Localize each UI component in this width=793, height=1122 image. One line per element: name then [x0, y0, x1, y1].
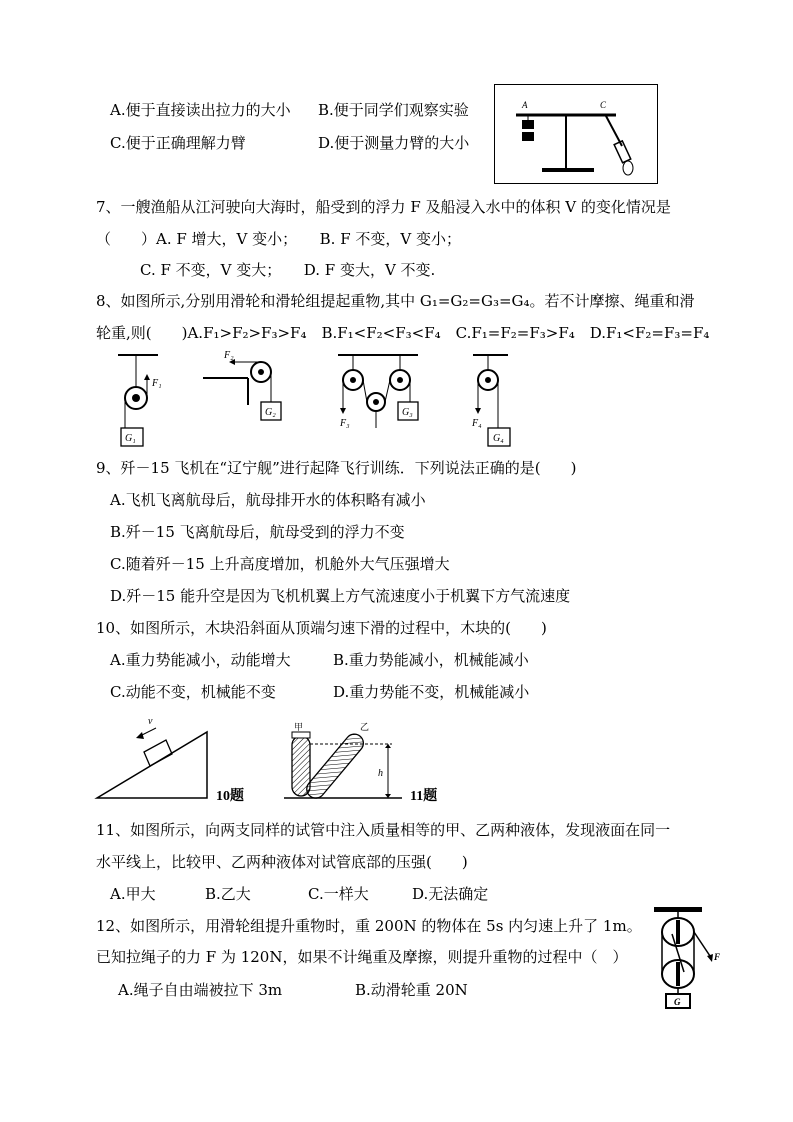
- q9-stem: 9、歼－15 飞机在“辽宁舰”进行起降飞行训练．下列说法正确的是( ): [96, 459, 577, 477]
- q12-stem2: 已知拉绳子的力 F 为 120N，如果不计绳重及摩擦，则提升重物的过程中（ ）: [96, 948, 628, 966]
- q11-option-c: C.一样大: [308, 885, 369, 903]
- label-f4: F₄: [472, 418, 482, 429]
- q7-line2: （ ）A. F 增大，V 变小； B. F 不变，V 变小；: [96, 230, 461, 248]
- caption-q10: 10题: [216, 789, 244, 804]
- caption-q11: 11题: [410, 789, 438, 804]
- pulley-fig-1: [118, 355, 162, 446]
- height-label: h: [378, 768, 383, 779]
- q11-stem1: 11、如图所示，向两支同样的试管中注入质量相等的甲、乙两种液体，发现液面在同一: [96, 821, 671, 839]
- q9-option-d: D.歼－15 能升空是因为飞机机翼上方气流速度小于机翼下方气流速度: [110, 587, 571, 605]
- incline-figure: [97, 716, 244, 804]
- label-g2: G₂: [265, 407, 276, 418]
- q10-stem: 10、如图所示，木块沿斜面从顶端匀速下滑的过程中，木块的( ): [96, 619, 547, 637]
- label-g1: G₁: [125, 433, 136, 444]
- lever-label-a: A: [522, 100, 528, 110]
- label-f2: F₂: [224, 350, 234, 361]
- lever-label-c: C: [600, 100, 607, 110]
- q9-option-b: B.歼－15 飞离航母后，航母受到的浮力不变: [110, 523, 405, 541]
- tubes-figure: [284, 722, 437, 804]
- q10-option-b: B.重力势能减小，机械能减小: [333, 651, 529, 669]
- q7-stem: 7、一艘渔船从江河驶向大海时，船受到的浮力 F 及船浸入水中的体积 V 的变化情况是: [96, 198, 671, 216]
- q9-option-a: A.飞机飞离航母后，航母排开水的体积略有减小: [110, 491, 426, 509]
- q11-option-b: B.乙大: [205, 885, 251, 903]
- tube-jia-label: 甲: [294, 722, 304, 732]
- pulley-fig-4: [471, 355, 510, 446]
- q8-stem1: 8、如图所示,分别用滑轮和滑轮组提起重物,其中 G₁=G₂=G₃=G₄。若不计摩擦、绳重和滑: [96, 292, 695, 310]
- pulley-fig-2: [203, 350, 281, 420]
- q6-option-b: B.便于同学们观察实验: [318, 101, 469, 119]
- lever-figure: [494, 84, 658, 184]
- label-g3: G₃: [402, 407, 413, 418]
- tube-yi-label: 乙: [360, 722, 370, 732]
- label-f3: F₃: [340, 418, 350, 429]
- q11-stem2: 水平线上，比较甲、乙两种液体对试管底部的压强( ): [96, 853, 468, 871]
- label-f1: F₁: [152, 378, 162, 389]
- q10-option-d: D.重力势能不变，机械能减小: [333, 683, 530, 701]
- q6-option-d: D.便于测量力臂的大小: [318, 134, 470, 152]
- q12-option-b: B.动滑轮重 20N: [355, 981, 468, 999]
- pulley-block-figure: [648, 904, 726, 1014]
- force-label: F: [714, 952, 721, 962]
- incline-tubes-figure: [92, 712, 452, 808]
- label-g4: G₄: [493, 433, 504, 444]
- q9-option-c: C.随着歼－15 上升高度增加，机舱外大气压强增大: [110, 555, 450, 573]
- q10-option-c: C.动能不变，机械能不变: [110, 683, 276, 701]
- q12-option-a: A.绳子自由端被拉下 3m: [118, 981, 283, 999]
- weight-label: G: [674, 997, 681, 1007]
- q8-stem2: 轮重,则( )A.F₁>F₂>F₃>F₄ B.F₁<F₂<F₃<F₄ C.F₁=F₂=F₃>F₄ D.F₁<F₂=F₃=F₄: [96, 324, 710, 342]
- q6-option-c: C.便于正确理解力臂: [110, 134, 246, 152]
- q12-stem1: 12、如图所示，用滑轮组提升重物时，重 200N 的物体在 5s 内匀速上升了 1m。: [96, 917, 642, 935]
- velocity-label: v: [148, 716, 153, 727]
- q10-option-a: A.重力势能减小，动能增大: [110, 651, 291, 669]
- pulley-figures: [108, 350, 528, 450]
- pulley-fig-3: [338, 355, 418, 429]
- q11-option-a: A.甲大: [110, 885, 156, 903]
- q11-option-d: D.无法确定: [412, 885, 489, 903]
- q7-line3: C. F 不变，V 变大； D. F 变大，V 不变.: [140, 261, 436, 279]
- q6-option-a: A.便于直接读出拉力的大小: [110, 101, 291, 119]
